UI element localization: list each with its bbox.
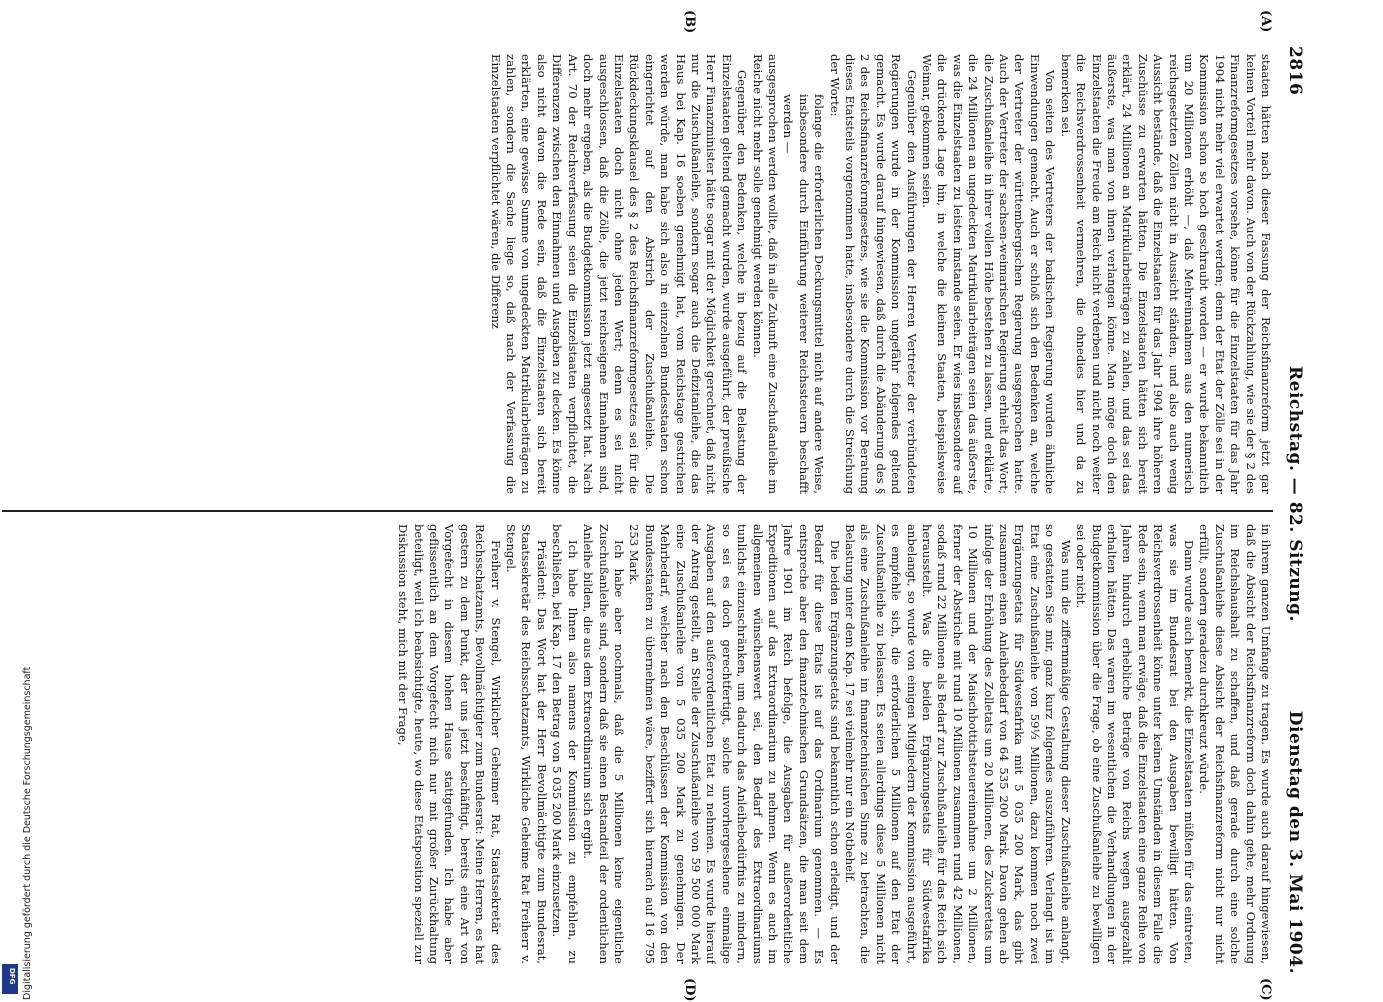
margin-marker-c: (C)	[1258, 978, 1273, 1001]
paragraph: staaten hätten nach dieser Fassung der Reichsfinanzreform jetzt gar keinen Vorteil mehr davon. Auch von der Rückzahlung, wie sie der § 2 des Finanzreformgesetzes vorsehe, könne für die Einzelstaaten für das Jahr 1904 nicht mehr viel erwartet werden; denn der Etat der Zölle sei in der Kommission schon so hoch geschraubt worden — er wurde bekanntlich um 20 Millionen erhöht —, daß Mehreinnahmen aus den numerisch reichsgesetzten Zöllen nicht in Aussicht ständen, und also auch wenig Aussicht bestände, daß die Einzelstaaten für das Jahr 1904 ihre höheren Zuschüsse zu erwarten hätten. Die Einzelstaaten hätten sich bereit erklärt, 24 Millionen an Matrikularbeiträgen zu zahlen, und das sei das äußerste, was man von ihnen verlangen könne. Man möge doch den Einzelstaaten die Freude am Reich nicht verderben und nicht noch weiter die Reichsverdrossenheit vermehren, die ohnedies hier und da zu bemerken sei.	[1058, 54, 1273, 494]
document-page	[2, 10, 1317, 1002]
digitization-credit	[0, 600, 33, 1000]
paragraph: Die beiden Ergänzungsetats sind bekanntlich schon erledigt, und der Bedarf für diese Etats ist auf das Ordinarium genommen. — Es entspreche aber den finanztechnischen Grundsätzen, die man seit dem Jahre 1901 im Reich befolge, die Ausgaben für außerordentliche Expeditionen auf das Extraordinarium zu nehmen. Wenn es auch im allgemeinen wünschenswert sei, den Bedarf des Extraordinariums tunlichst einzuschränken, um dadurch das Anleihebedürfnis zu mindern, so sei es doch gerechtfertigt, solche unvorhergesehene einmalige Ausgaben auf den außerordentlichen Etat zu nehmen. Es wurde hierauf der Antrag gestellt, an Stelle der Zuschußanleihe von 59 500 000 Mark eine Zuschußanleihe von 5 035 200 Mark zu genehmigen. Der Mehrbedarf, welcher nach den Beschlüssen der Kommission von den Bundesstaaten zu übernehmen wäre, beziffert sich hiernach auf 16 795 253 Mark.	[627, 524, 842, 964]
speaker-paragraph: Freiherr v. Stengel, Wirklicher Geheimer Rat, Staatssekretär des Reichsschatzamts, Bevollmächtigter zum Bundesrat: Meine Herren, es hat gestern zu dem Punkt, der uns jetzt beschäftigt, bereits eine Art von Vorgefecht in diesem hohen Hause stattgefunden. Ich habe aber geflissentlich an dem Vorgefecht mich nur mit großer Zurückhaltung beteiligt, weil ich beabsichtigte, heute, wo diese Etatsposition speziell zur Diskussion steht, mich mit der Frage,	[396, 524, 503, 964]
margin-marker-b: (B)	[682, 10, 697, 34]
paragraph: Ich habe Ihnen also namens der Kommission zu empfehlen, zu beschließen, bei Kap. 17 den Betrag von 5 035 200 Mark einzusetzen.	[550, 524, 580, 964]
margin-marker-d: (D)	[682, 978, 697, 1002]
paragraph: Ich habe aber nochmals, daß die 5 Millionen keine eigentliche Zuschußanleihe sind, sondern daß sie einen Bestandteil der ordentlichen Anleihe bilden, die aus dem Extraordinarium sich ergibt.	[581, 524, 626, 964]
left-column	[8, 54, 1273, 494]
president-remark: Präsident: Das Wort hat der Herr Bevollmächtigte zum Bundesrat, Staatssekretär des Reichsschatzamts, Wirkliche Geheime Rat Freiherr v. Stengel.	[504, 524, 549, 964]
page-number: 2816	[1285, 46, 1305, 96]
paragraph: Dann wurde auch bemerkt, die Einzelstaaten müßten für das eintreten, was sie im Bundesrat bei den Ausgaben bewilligt hätten. Von Reichsverdrossenheit könne unter keinen Umständen in diesem Falle die Rede sein, wenn man erwäge, daß die Einzelstaaten eine ganze Reihe von Jahren hindurch erhebliche Beträge von Reichs wegen ausgezahlt erhalten hätten. Das waren im wesentlichen die Verhandlungen in der Budgetkommission über die Frage, ob eine Zuschußanleihe zu bewilligen sei oder nicht.	[1074, 524, 1196, 964]
paragraph: Gegenüber den Bedenken, welche in bezug auf die Belastung der Einzelstaaten geltend gemacht wurden, wurde ausgeführt, der preußische Herr Finanzminister hätte sogar mit der Möglichkeit gerechnet, daß nicht nur die Zuschußanleihe, sondern sogar auch die Defizitanleihe, die das Haus bei Kap. 16 soeben genehmigt hat, vom Reichstage gestrichen werden würde, man habe sich also in einzelnen Bundesstaaten schon eingerichtet auf den Abstrich der Zuschußanleihe. Die Rückdeckungsklausel des § 2 des Reichsfinanzreformgesetzes sei für die Einzelstaaten doch nicht ohne jeden Wert; denn es sei nicht ausgeschlossen, daß die Zölle, die jetzt reichseigene Einnahmen sind, doch mehr ergeben, als die Budgetkommission jetzt angesetzt hat. Nach Art. 70 der Reichsverfassung seien die Einzelstaaten verpflichtet, die Differenzen zwischen den Einnahmen und Ausgaben zu decken. Es könne also nicht davon die Rede sein, daß die Einzelstaaten sich bereit erklärten, eine gewisse Summe von ungedeckten Matrikularbeiträgen zu zahlen, sondern die Sache liege so, daß nach der Verfassung die Einzelstaaten verpflichtet wären, die Differenz	[488, 54, 750, 494]
credit-text: Digitalisierung gefördert durch die Deutsche Forschungsgemeinschaft	[22, 666, 33, 1000]
session-title: Reichstag. — 82. Sitzung.	[1285, 366, 1305, 622]
paragraph: in ihrem ganzen Umfange zu tragen. Es wurde auch darauf hingewiesen, daß die Absicht der Reichsfinanzreform doch dahin gehe, mehr Ordnung im Reichshaushalt zu schaffen, und daß gerade durch eine solche Zuschußanleihe diese Absicht der Reichsfinanzreform nicht nur nicht erfüllt, sondern geradezu durchkreuzt würde.	[1197, 524, 1273, 964]
dfg-logo-text: DFG	[8, 968, 16, 985]
right-column	[8, 524, 1273, 964]
column-divider	[2, 510, 1273, 512]
session-date: Dienstag den 3. Mai 1904.	[1285, 710, 1305, 974]
paragraph: Was nun die ziffernmäßige Gestaltung dieser Zuschußanleihe anlangt, so gestatten Sie mir, ganz kurz folgendes auszuführen. Verlangt ist im Etat eine Zuschußanleihe von 59⅓ Millionen, dazu kommen noch zwei Ergänzungsetats für Südwestafrika mit 5 035 200 Mark, das gibt zusammen einen Anleihebedarf von 64 535 200 Mark. Davon gehen ab infolge der Erhöhung des Zolletats um 20 Millionen, des Zuckeretats um 10 Millionen und der Maischbottichsteuereinnahme um 2 Millionen, ferner der Abstriche mit rund 10 Millionen zusammen rund 42 Millionen, sodaß rund 22 Millionen als Bedarf zur Zuschußanleihe für das Reich sich herausstellt. Was die beiden Ergänzungsetats für Südwestafrika anbelangt, so wurde von einigen Mitgliedern der Kommission ausgeführt, es empfehle sich, die erforderlichen 5 Millionen auf den Etat der Zuschußanleihe zu belassen. Es seien allerdings diese 5 Millionen nicht als eine Zuschußanleihe im finanztechnischen Sinne zu betrachten, die Belastung unter dem Kap. 17 sei vielmehr nur ein Notbehelf.	[843, 524, 1073, 964]
paragraph: Gegenüber den Ausführungen der Herren Vertreter der verbündeten Regierungen wurde in der Kommission ungefähr folgendes geltend gemacht. Es wurde darauf hingewiesen, daß durch die Abänderung des § 2 des Reichsfinanzreformgesetzes, wie sie die Kommission vor Beratung dieses Etatsteils vorgenommen hatte, insbesondere durch die Streichung der Worte:	[827, 54, 919, 494]
page-header	[1281, 46, 1309, 974]
quoted-paragraph: folange die erforderlichen Deckungsmittel nicht auf andere Weise, insbesondere durch Einführung weiterer Reichssteuern beschafft werden —	[781, 94, 827, 494]
paragraph: ausgesprochen werden wollte, daß in alle Zukunft eine Zuschußanleihe im Reiche nicht mehr solle genehmigt werden können.	[750, 54, 780, 494]
margin-marker-a: (A)	[1258, 10, 1273, 33]
dfg-logo	[2, 964, 18, 994]
paragraph: Von seiten des Vertreters der badischen Regierung wurden ähnliche Einwendungen gemacht. Auch er schloß sich den Bedenken an, welche der Vertreter der württembergischen Regierung ausgesprochen hatte. Auch der Vertreter der sachsen-weimarischen Regierung erhielt das Wort; die Zuschußanleihe in ihrer vollen Höhe bestehen zu lassen, und erklärte, die 24 Millionen an ungedeckten Matrikularbeiträgen seien das äußerste, was die Einzelstaaten zu leisten imstande seien. Er wies insbesondere auf die drückende Lage hin, in welche die kleinen Staaten, beispielsweise Weimar, gekommen seien.	[920, 54, 1058, 494]
